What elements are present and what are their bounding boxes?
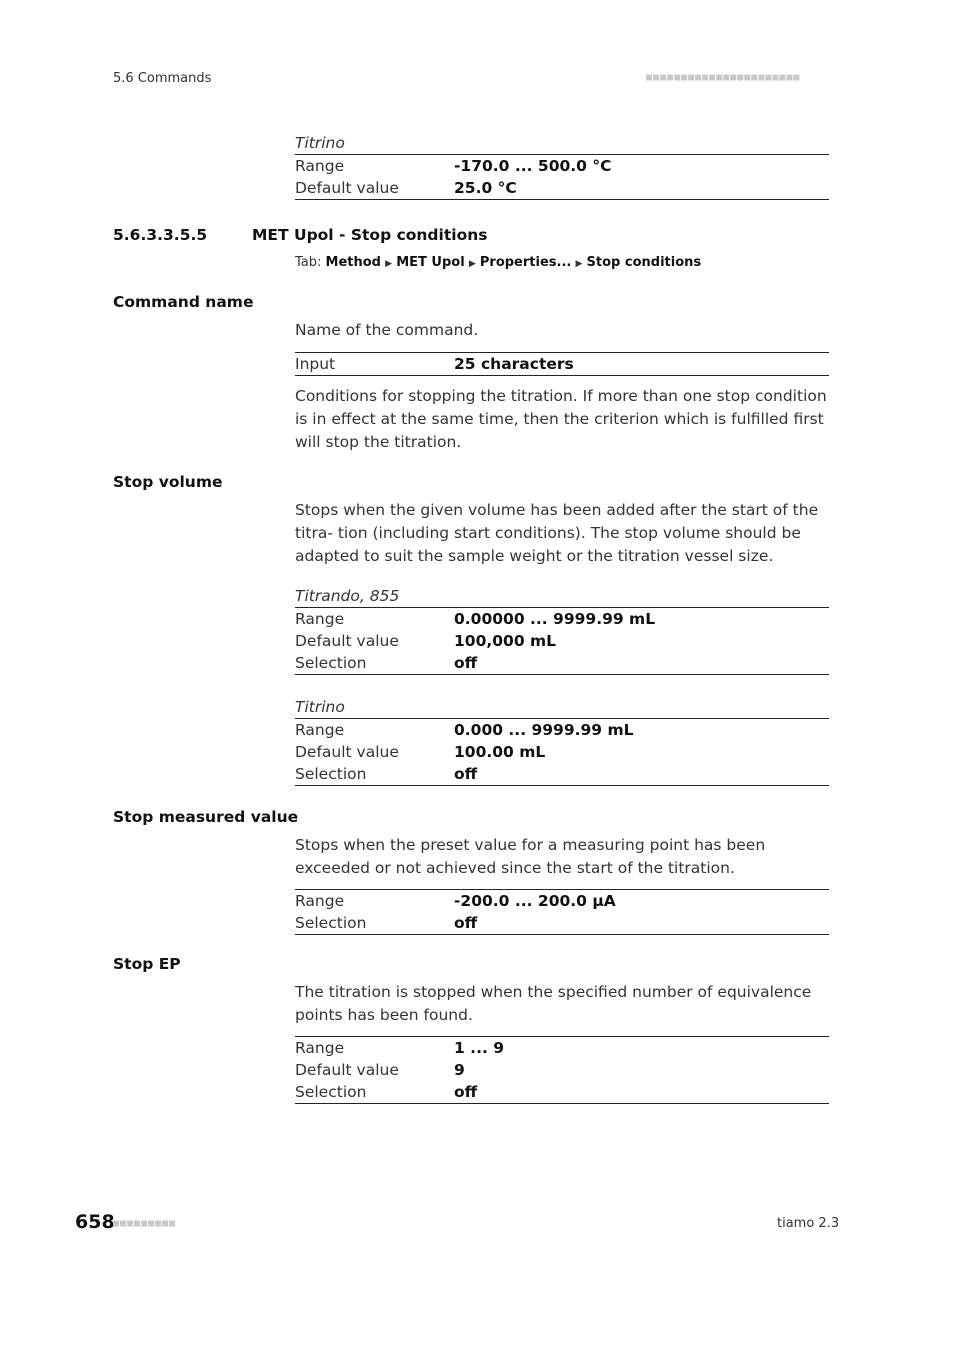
measured-value-table bbox=[295, 889, 829, 935]
titrino-temp-table bbox=[295, 132, 829, 200]
row-value: 100,000 mL bbox=[454, 632, 557, 650]
stop-ep-heading: Stop EP bbox=[113, 955, 181, 973]
row-label: Input bbox=[295, 355, 336, 373]
row-value: 25.0 °C bbox=[454, 179, 517, 197]
row-value: off bbox=[454, 914, 478, 932]
row-value: -170.0 ... 500.0 °C bbox=[454, 157, 612, 175]
table-row bbox=[295, 353, 829, 375]
row-value: off bbox=[454, 765, 478, 783]
stop-volume-text: Stops when the given volume has been added after the start of the titra- tion (including start conditions). The stop volume should be adapted to suit the sample weight or the titration vessel size. bbox=[295, 501, 819, 565]
row-value: 25 characters bbox=[454, 355, 574, 373]
row-value: -200.0 ... 200.0 µA bbox=[454, 892, 616, 910]
stop-volume-heading: Stop volume bbox=[113, 473, 223, 491]
row-value: 1 ... 9 bbox=[454, 1039, 505, 1057]
row-value: 0.000 ... 9999.99 mL bbox=[454, 721, 634, 739]
table-caption: Titrino bbox=[295, 696, 829, 719]
row-label: Default value bbox=[295, 179, 399, 197]
tab-prefix: Tab: bbox=[295, 255, 322, 270]
row-label: Default value bbox=[295, 632, 399, 650]
row-label: Selection bbox=[295, 1083, 367, 1101]
command-name-text: Name of the command. bbox=[295, 321, 479, 339]
header-dots: ■■■■■■■■■■■■■■■■■■■■■■ bbox=[646, 72, 801, 83]
table-row bbox=[295, 1081, 829, 1103]
row-value: off bbox=[454, 1083, 478, 1101]
stop-ep-table bbox=[295, 1036, 829, 1104]
arrow-right-icon: ▶ bbox=[468, 259, 476, 269]
row-value: 100.00 mL bbox=[454, 743, 546, 761]
table-row bbox=[295, 1059, 829, 1081]
running-header: 5.6 Commands bbox=[113, 71, 212, 86]
table-row bbox=[295, 1037, 829, 1059]
table-row bbox=[295, 155, 829, 177]
row-label: Range bbox=[295, 721, 345, 739]
titrando-volume-table bbox=[295, 585, 829, 675]
stop-measured-heading: Stop measured value bbox=[113, 808, 299, 826]
command-name-heading: Command name bbox=[113, 293, 254, 311]
table-row bbox=[295, 741, 829, 763]
table-row bbox=[295, 608, 829, 630]
table-row bbox=[295, 763, 829, 785]
stop-conditions-text: Conditions for stopping the titration. If more than one stop condition is in effect at the same time, then the criterion which is fulfilled first will stop the titration. bbox=[295, 387, 827, 451]
command-name-table bbox=[295, 352, 829, 376]
titrino-volume-table bbox=[295, 696, 829, 786]
row-value: 9 bbox=[454, 1061, 465, 1079]
row-value: off bbox=[454, 654, 478, 672]
row-label: Selection bbox=[295, 914, 367, 932]
table-row bbox=[295, 719, 829, 741]
table-caption: Titrando, 855 bbox=[295, 585, 829, 608]
breadcrumb-item: Stop conditions bbox=[586, 255, 702, 270]
table-row bbox=[295, 652, 829, 674]
row-label: Default value bbox=[295, 743, 399, 761]
breadcrumb-item: MET Upol bbox=[396, 255, 465, 270]
product-name: tiamo 2.3 bbox=[777, 1216, 840, 1231]
arrow-right-icon: ▶ bbox=[385, 259, 393, 269]
section-title: MET Upol - Stop conditions bbox=[252, 226, 488, 244]
breadcrumb-item: Properties... bbox=[479, 255, 572, 270]
row-label: Default value bbox=[295, 1061, 399, 1079]
table-row bbox=[295, 912, 829, 934]
row-label: Range bbox=[295, 1039, 345, 1057]
row-label: Range bbox=[295, 610, 345, 628]
tab-breadcrumb bbox=[295, 255, 701, 270]
stop-measured-text: Stops when the preset value for a measuring point has been exceeded or not achieved since the start of the titration. bbox=[295, 836, 766, 877]
table-row bbox=[295, 890, 829, 912]
table-row bbox=[295, 177, 829, 199]
stop-ep-text: The titration is stopped when the specified number of equivalence points has been found. bbox=[295, 983, 812, 1024]
table-caption: Titrino bbox=[295, 132, 829, 155]
arrow-right-icon: ▶ bbox=[575, 259, 583, 269]
row-value: 0.00000 ... 9999.99 mL bbox=[454, 610, 656, 628]
section-number: 5.6.3.3.5.5 bbox=[113, 226, 208, 244]
footer-dots: ■■■■■■■■■ bbox=[113, 1218, 177, 1229]
row-label: Range bbox=[295, 892, 345, 910]
table-row bbox=[295, 630, 829, 652]
row-label: Selection bbox=[295, 654, 367, 672]
page-number: 658 bbox=[75, 1211, 115, 1233]
row-label: Selection bbox=[295, 765, 367, 783]
row-label: Range bbox=[295, 157, 345, 175]
breadcrumb-item: Method bbox=[325, 255, 381, 270]
